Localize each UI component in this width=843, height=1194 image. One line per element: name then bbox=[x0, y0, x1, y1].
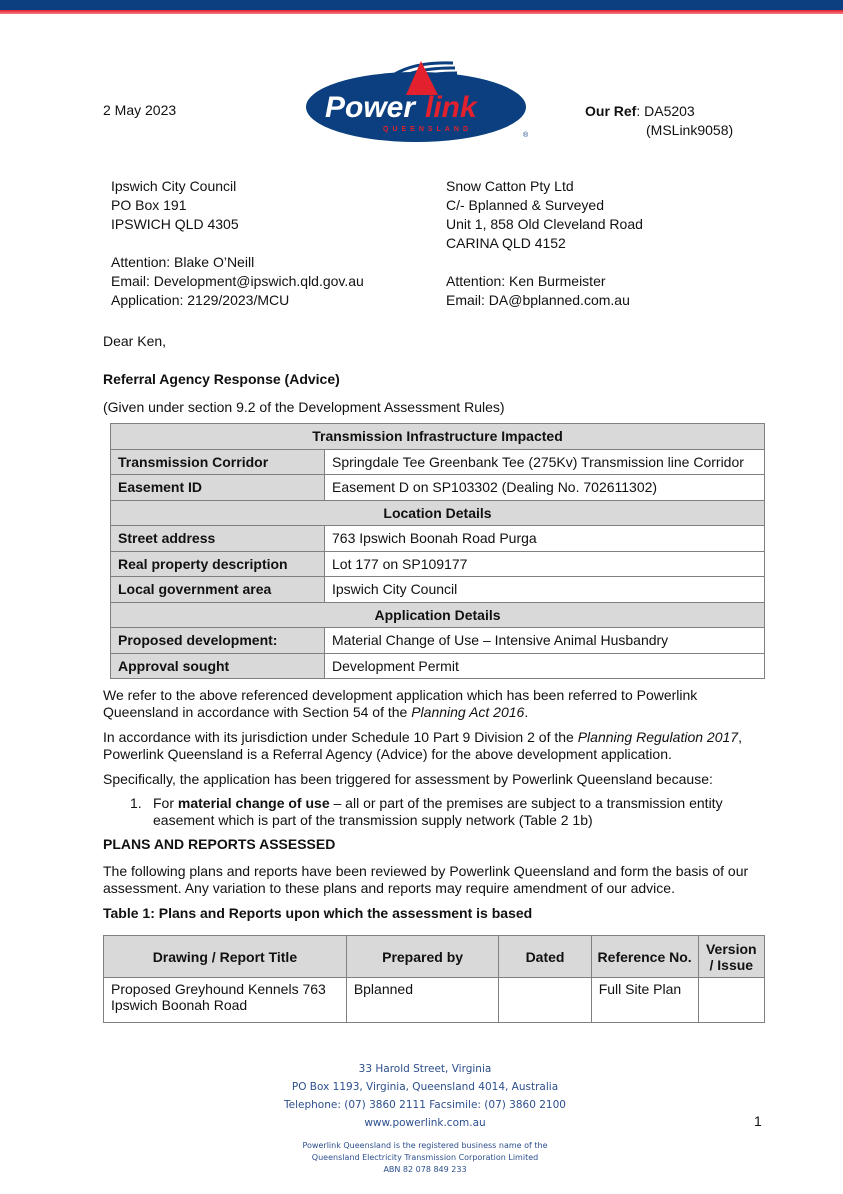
applicant-email[interactable]: Email: DA@bplanned.com.au bbox=[446, 292, 630, 308]
text: We refer to the above referenced development application which has been referred to Powerlink Queensland in accordance with Section 54 of the bbox=[103, 687, 698, 720]
salutation: Dear Ken, bbox=[103, 333, 167, 349]
row-key: Easement ID bbox=[111, 475, 325, 501]
cell-title: Proposed Greyhound Kennels 763 Ipswich Boonah Road bbox=[104, 978, 347, 1023]
our-ref-label: Our Ref bbox=[585, 103, 637, 119]
recipient-address bbox=[111, 177, 364, 310]
regulation-title: Planning Regulation 2017 bbox=[577, 729, 739, 745]
recipient-line: Ipswich City Council bbox=[111, 178, 237, 194]
section-title: Transmission Infrastructure Impacted bbox=[111, 424, 765, 450]
recipient-email[interactable]: Email: Development@ipswich.qld.gov.au bbox=[111, 273, 364, 289]
powerlink-logo-icon bbox=[303, 55, 533, 145]
footer-line: 33 Harold Street, Virginia bbox=[358, 1063, 492, 1075]
text: , Powerlink Queensland is a Referral Agency (Advice) for the above development application. bbox=[103, 729, 742, 762]
text: – all or part of the premises are subject to a transmission entity easement which is part of the transmission supply network (Table 2 1b) bbox=[153, 795, 723, 828]
recipient-line: IPSWICH QLD 4305 bbox=[111, 216, 239, 232]
paragraph-trigger: Specifically, the application has been triggered for assessment by Powerlink Queensland because: bbox=[103, 771, 713, 787]
recipient-line bbox=[111, 234, 364, 253]
table-section-row bbox=[111, 500, 765, 526]
infrastructure-table bbox=[110, 423, 765, 679]
row-value: Easement D on SP103302 (Dealing No. 702611302) bbox=[325, 475, 765, 501]
table1-caption: Table 1: Plans and Reports upon which the assessment is based bbox=[103, 905, 533, 921]
recipient-application: Application: 2129/2023/MCU bbox=[111, 292, 290, 308]
footer-note: Queensland Electricity Transmission Corporation Limited bbox=[311, 1153, 539, 1162]
letter-date: 2 May 2023 bbox=[103, 102, 177, 118]
plans-table bbox=[103, 935, 765, 1023]
text: In accordance with its jurisdiction under Schedule 10 Part 9 Division 2 of the bbox=[103, 729, 578, 745]
applicant-line: Snow Catton Pty Ltd bbox=[446, 178, 574, 194]
recipient-attention: Attention: Blake O’Neill bbox=[111, 254, 255, 270]
logo-word-link: link bbox=[425, 91, 477, 124]
row-key: Street address bbox=[111, 526, 325, 552]
our-ref-value: : DA5203 bbox=[636, 103, 695, 119]
registered-mark: ® bbox=[523, 132, 529, 139]
section-title: Location Details bbox=[111, 500, 765, 526]
section-heading: PLANS AND REPORTS ASSESSED bbox=[103, 836, 336, 852]
applicant-line: C/- Bplanned & Surveyed bbox=[446, 197, 604, 213]
header-bar-red bbox=[0, 10, 843, 14]
row-key: Approval sought bbox=[111, 653, 325, 679]
table-row bbox=[111, 551, 765, 577]
page-number: 1 bbox=[754, 1113, 762, 1129]
row-value: Lot 177 on SP109177 bbox=[325, 551, 765, 577]
row-key: Proposed development: bbox=[111, 628, 325, 654]
footer-line: Telephone: (07) 3860 2111 Facsimile: (07) 3860 2100 bbox=[284, 1099, 566, 1111]
table-section-row bbox=[111, 602, 765, 628]
table-row bbox=[111, 653, 765, 679]
row-key: Transmission Corridor bbox=[111, 449, 325, 475]
logo-tagline: QUEENSLAND bbox=[383, 126, 473, 133]
table-row bbox=[111, 628, 765, 654]
cell-version bbox=[698, 978, 764, 1023]
header-bar-blue bbox=[0, 0, 843, 10]
table-header-row bbox=[104, 936, 765, 978]
row-value: 763 Ipswich Boonah Road Purga bbox=[325, 526, 765, 552]
table-row bbox=[104, 978, 765, 1023]
applicant-line: CARINA QLD 4152 bbox=[446, 235, 566, 251]
applicant-attention: Attention: Ken Burmeister bbox=[446, 273, 606, 289]
list-number: 1. bbox=[130, 795, 142, 811]
paragraph-jurisdiction bbox=[103, 729, 763, 763]
col-header: Prepared by bbox=[346, 936, 499, 978]
response-subheading: (Given under section 9.2 of the Development Assessment Rules) bbox=[103, 399, 505, 415]
text: . bbox=[524, 704, 529, 720]
cell-reference: Full Site Plan bbox=[591, 978, 698, 1023]
row-key: Local government area bbox=[111, 577, 325, 603]
list-text bbox=[153, 795, 770, 829]
text: For bbox=[153, 795, 178, 811]
our-ref-sub: (MSLink9058) bbox=[646, 122, 734, 138]
table-row bbox=[111, 526, 765, 552]
applicant-line: Unit 1, 858 Old Cleveland Road bbox=[446, 216, 643, 232]
footer-note: Powerlink Queensland is the registered business name of the bbox=[302, 1141, 548, 1150]
table-section-row bbox=[111, 424, 765, 450]
col-header: Reference No. bbox=[591, 936, 698, 978]
bold-term: material change of use bbox=[177, 795, 330, 811]
paragraph-referral bbox=[103, 687, 763, 721]
response-heading: Referral Agency Response (Advice) bbox=[103, 371, 340, 387]
footer-website[interactable]: www.powerlink.com.au bbox=[364, 1117, 486, 1129]
col-header: Dated bbox=[499, 936, 591, 978]
footer-line: PO Box 1193, Virginia, Queensland 4014, Australia bbox=[291, 1081, 559, 1093]
table-row bbox=[111, 475, 765, 501]
col-header: Version / Issue bbox=[698, 936, 764, 978]
section-title: Application Details bbox=[111, 602, 765, 628]
act-title: Planning Act 2016 bbox=[411, 704, 525, 720]
applicant-address bbox=[446, 177, 643, 310]
row-value: Material Change of Use – Intensive Animal Husbandry bbox=[325, 628, 765, 654]
row-key: Real property description bbox=[111, 551, 325, 577]
applicant-line bbox=[446, 253, 643, 272]
footer-abn: ABN 82 078 849 233 bbox=[383, 1165, 467, 1174]
cell-dated bbox=[499, 978, 591, 1023]
logo-word-power: Power bbox=[325, 91, 416, 124]
col-header: Drawing / Report Title bbox=[104, 936, 347, 978]
row-value: Development Permit bbox=[325, 653, 765, 679]
table-row bbox=[111, 577, 765, 603]
list-item bbox=[130, 795, 770, 829]
our-reference bbox=[585, 102, 733, 140]
table-row bbox=[111, 449, 765, 475]
footer-contact bbox=[250, 1060, 600, 1176]
paragraph-plans: The following plans and reports have been reviewed by Powerlink Queensland and form the basis of our assessment. Any variation to these plans and reports may require amendment of our advice. bbox=[103, 863, 749, 896]
recipient-line: PO Box 191 bbox=[111, 197, 187, 213]
row-value: Ipswich City Council bbox=[325, 577, 765, 603]
row-value: Springdale Tee Greenbank Tee (275Kv) Transmission line Corridor bbox=[325, 449, 765, 475]
cell-prepared-by: Bplanned bbox=[346, 978, 499, 1023]
